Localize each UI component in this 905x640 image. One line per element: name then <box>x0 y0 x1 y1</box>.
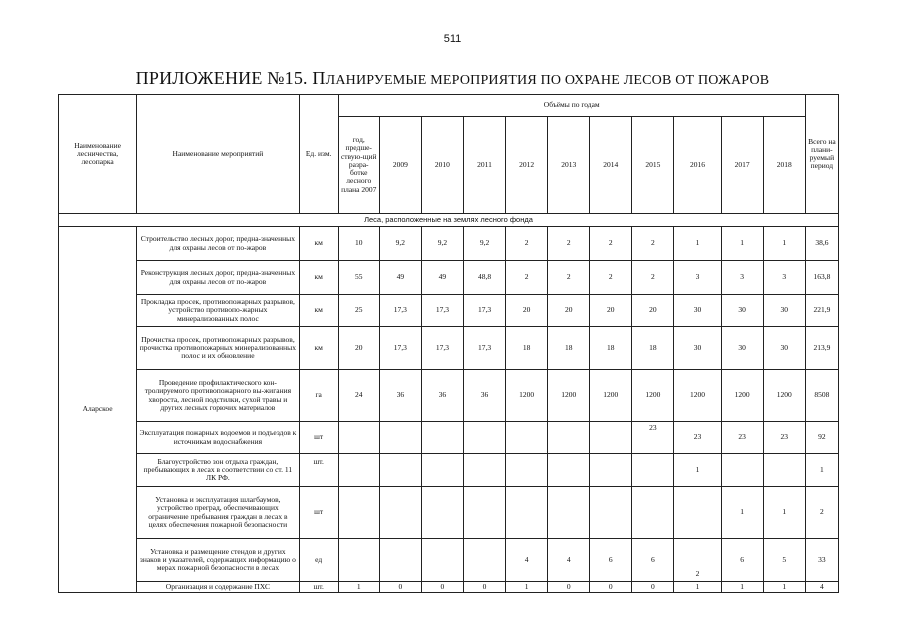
unit-cell: шт. <box>299 582 338 593</box>
header-measure: Наименование мероприятий <box>137 95 299 214</box>
year-cell: 3 <box>763 261 805 295</box>
year-cell <box>590 487 632 539</box>
base-year-cell <box>338 539 379 582</box>
header-year: 2014 <box>590 117 632 214</box>
measure-name: Строительство лесных дорог, предна-значенных для охраны лесов от по-жаров <box>137 227 299 261</box>
year-cell: 18 <box>590 327 632 370</box>
year-cell: 17,3 <box>379 327 421 370</box>
total-cell: 163,8 <box>805 261 838 295</box>
year-cell: 2 <box>548 261 590 295</box>
header-forestry: Наименование лесничества, лесопарка <box>59 95 137 214</box>
year-cell: 9,2 <box>463 227 505 261</box>
year-cell <box>506 487 548 539</box>
measure-name: Установка и эксплуатация шлагбаумов, устройство преград, обеспечивающих ограничение пребывания граждан в лесах в целях обеспечения пожарной безопасности <box>137 487 299 539</box>
year-cell: 6 <box>721 539 763 582</box>
year-cell: 6 <box>590 539 632 582</box>
document-title <box>0 68 905 89</box>
year-cell <box>506 454 548 487</box>
unit-cell: ед <box>299 539 338 582</box>
year-cell: 0 <box>421 582 463 593</box>
total-cell: 2 <box>805 487 838 539</box>
year-cell: 1 <box>763 487 805 539</box>
year-cell: 30 <box>763 327 805 370</box>
table-row <box>59 487 839 539</box>
year-cell: 9,2 <box>379 227 421 261</box>
year-cell <box>590 422 632 454</box>
year-cell <box>379 454 421 487</box>
year-cell: 1 <box>721 487 763 539</box>
header-total: Всего на плани-руемый период <box>805 95 838 214</box>
year-cell <box>632 454 674 487</box>
year-cell <box>548 422 590 454</box>
header-volumes-by-year: Объёмы по годам <box>338 95 805 117</box>
base-year-cell: 1 <box>338 582 379 593</box>
year-cell: 2 <box>632 261 674 295</box>
measure-name: Организация и содержание ПХС <box>137 582 299 593</box>
year-cell: 20 <box>506 295 548 327</box>
measure-name: Реконструкция лесных дорог, предна-значенных для охраны лесов от по-жаров <box>137 261 299 295</box>
unit-cell: шт <box>299 487 338 539</box>
year-cell: 2 <box>632 227 674 261</box>
year-cell: 20 <box>590 295 632 327</box>
unit-cell: км <box>299 295 338 327</box>
base-year-cell: 24 <box>338 370 379 422</box>
unit-cell: шт <box>299 422 338 454</box>
measure-name: Прочистка просек, противопожарных разрывов, прочистка противопожарных минерализованных полос и их обновление <box>137 327 299 370</box>
header-year: 2013 <box>548 117 590 214</box>
year-cell: 18 <box>506 327 548 370</box>
year-cell: 1200 <box>548 370 590 422</box>
header-year: 2016 <box>674 117 721 214</box>
table-row <box>59 454 839 487</box>
measure-name: Установка и размещение стендов и других знаков и указателей, содержащих информацию о мерах пожарной безопасности в лесах <box>137 539 299 582</box>
year-cell <box>463 487 505 539</box>
year-cell: 1200 <box>632 370 674 422</box>
year-cell: 17,3 <box>421 327 463 370</box>
total-cell: 1 <box>805 454 838 487</box>
year-cell: 20 <box>548 295 590 327</box>
year-cell: 30 <box>721 327 763 370</box>
year-cell: 49 <box>379 261 421 295</box>
year-cell <box>763 454 805 487</box>
total-cell: 92 <box>805 422 838 454</box>
year-cell: 18 <box>632 327 674 370</box>
header-year: 2010 <box>421 117 463 214</box>
section-title: Леса, расположенные на землях лесного фонда <box>59 214 839 227</box>
year-cell: 48,8 <box>463 261 505 295</box>
measure-name: Проведение профилактического кон-тролируемого противопожарного вы-жигания хвороста, лесной подстилки, сухой травы и других лесных горючих материалов <box>137 370 299 422</box>
year-cell <box>463 454 505 487</box>
year-cell <box>421 487 463 539</box>
year-cell <box>379 539 421 582</box>
year-cell <box>421 422 463 454</box>
year-cell: 1200 <box>674 370 721 422</box>
measure-name: Эксплуатация пожарных водоемов и подъездов к источникам водоснабжения <box>137 422 299 454</box>
year-cell: 17,3 <box>379 295 421 327</box>
year-cell: 1 <box>763 227 805 261</box>
year-cell: 0 <box>463 582 505 593</box>
year-cell: 9,2 <box>421 227 463 261</box>
title-main: ПРИЛОЖЕНИЕ №15. П <box>135 68 326 88</box>
total-cell: 4 <box>805 582 838 593</box>
total-cell: 8508 <box>805 370 838 422</box>
table-row <box>59 539 839 582</box>
header-year: 2012 <box>506 117 548 214</box>
header-year: 2018 <box>763 117 805 214</box>
year-cell: 3 <box>674 261 721 295</box>
year-cell: 2 <box>590 227 632 261</box>
base-year-cell <box>338 422 379 454</box>
year-cell: 0 <box>632 582 674 593</box>
year-cell: 6 <box>632 539 674 582</box>
header-year: 2017 <box>721 117 763 214</box>
header-unit: Ед. изм. <box>299 95 338 214</box>
year-cell: 23 <box>721 422 763 454</box>
year-cell <box>379 422 421 454</box>
year-cell: 49 <box>421 261 463 295</box>
year-cell: 2 <box>506 261 548 295</box>
year-cell: 23 <box>674 422 721 454</box>
fire-protection-table <box>58 94 839 593</box>
year-cell: 0 <box>548 582 590 593</box>
year-cell: 0 <box>379 582 421 593</box>
year-cell: 2 <box>548 227 590 261</box>
base-year-cell <box>338 487 379 539</box>
table-row <box>59 422 839 454</box>
year-cell <box>506 422 548 454</box>
year-cell: 30 <box>721 295 763 327</box>
year-cell: 36 <box>379 370 421 422</box>
year-cell: 1 <box>506 582 548 593</box>
year-cell: 23 <box>763 422 805 454</box>
year-cell: 1 <box>674 454 721 487</box>
year-cell: 1 <box>674 227 721 261</box>
year-cell <box>463 422 505 454</box>
unit-cell: км <box>299 261 338 295</box>
year-cell <box>590 454 632 487</box>
year-cell: 0 <box>590 582 632 593</box>
year-cell: 18 <box>548 327 590 370</box>
year-cell: 5 <box>763 539 805 582</box>
year-cell: 17,3 <box>463 327 505 370</box>
unit-cell: шт. <box>299 454 338 487</box>
header-year: 2011 <box>463 117 505 214</box>
year-cell: 30 <box>674 295 721 327</box>
base-year-cell <box>338 454 379 487</box>
unit-cell: км <box>299 227 338 261</box>
year-cell: 1 <box>763 582 805 593</box>
base-year-cell: 25 <box>338 295 379 327</box>
year-cell <box>632 487 674 539</box>
year-cell: 30 <box>763 295 805 327</box>
unit-cell: га <box>299 370 338 422</box>
total-cell: 38,6 <box>805 227 838 261</box>
year-cell <box>379 487 421 539</box>
table-row <box>59 370 839 422</box>
base-year-cell: 55 <box>338 261 379 295</box>
year-cell: 4 <box>548 539 590 582</box>
table-row <box>59 261 839 295</box>
header-year: 2015 <box>632 117 674 214</box>
year-cell: 1 <box>721 227 763 261</box>
year-cell: 2 <box>590 261 632 295</box>
forestry-name: Аларское <box>59 227 137 593</box>
total-cell: 213,9 <box>805 327 838 370</box>
year-cell: 1200 <box>721 370 763 422</box>
unit-cell: км <box>299 327 338 370</box>
year-cell: 1 <box>721 582 763 593</box>
table-row <box>59 295 839 327</box>
year-cell <box>674 487 721 539</box>
year-cell <box>421 454 463 487</box>
measure-name: Благоустройство зон отдыха граждан, пребывающих в лесах в соответствии со ст. 11 ЛК РФ. <box>137 454 299 487</box>
year-cell: 20 <box>632 295 674 327</box>
total-cell: 221,9 <box>805 295 838 327</box>
year-cell: 36 <box>421 370 463 422</box>
year-cell: 4 <box>506 539 548 582</box>
year-cell <box>463 539 505 582</box>
year-cell: 17,3 <box>463 295 505 327</box>
year-cell: 1 <box>674 582 721 593</box>
year-cell: 3 <box>721 261 763 295</box>
year-cell: 30 <box>674 327 721 370</box>
year-cell: 2 <box>506 227 548 261</box>
table-row <box>59 227 839 261</box>
year-cell: 23 <box>632 422 674 454</box>
header-base-year: год, предше-ствую-щий разра-ботке лесного плана 2007 <box>338 117 379 214</box>
year-cell: 1200 <box>506 370 548 422</box>
page-number: 511 <box>443 33 462 45</box>
total-cell: 33 <box>805 539 838 582</box>
year-cell: 17,3 <box>421 295 463 327</box>
title-smallcaps: ЛАНИРУЕМЫЕ МЕРОПРИЯТИЯ ПО ОХРАНЕ ЛЕСОВ ОТ ПОЖАРОВ <box>325 73 770 88</box>
base-year-cell: 10 <box>338 227 379 261</box>
table-row <box>59 582 839 593</box>
measure-name: Прокладка просек, противопожарных разрывов, устройство противопо-жарных минерализованных полос <box>137 295 299 327</box>
year-cell: 2 <box>674 539 721 582</box>
year-cell: 1200 <box>763 370 805 422</box>
year-cell <box>548 454 590 487</box>
year-cell <box>721 454 763 487</box>
base-year-cell: 20 <box>338 327 379 370</box>
year-cell <box>548 487 590 539</box>
year-cell <box>421 539 463 582</box>
year-cell: 1200 <box>590 370 632 422</box>
header-year: 2009 <box>379 117 421 214</box>
year-cell: 36 <box>463 370 505 422</box>
table-row <box>59 327 839 370</box>
